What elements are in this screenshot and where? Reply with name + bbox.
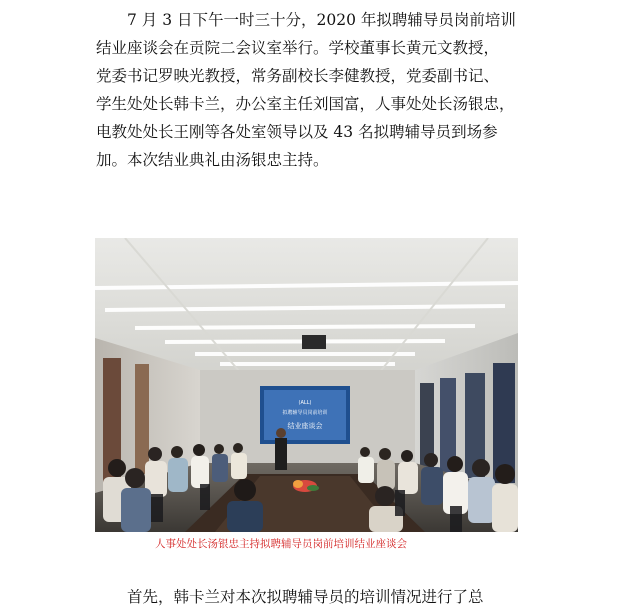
screen-line-2: 拟聘辅导员岗前培训: [282, 410, 328, 416]
paragraph-line: 党委书记罗映光教授，常务副校长李健教授，党委副书记、: [96, 67, 500, 85]
paragraph-line: 7 月 3 日下午一时三十分，2020 年拟聘辅导员岗前培训: [127, 11, 516, 29]
photo-caption: 人事处处长汤银忠主持拟聘辅导员岗前培训结业座谈会: [155, 538, 407, 550]
paragraph-line: 学生处处长韩卡兰，办公室主任刘国富，人事处处长汤银忠，: [96, 95, 515, 113]
paragraph-line: 加。本次结业典礼由汤银忠主持。: [96, 151, 329, 169]
screen-line-3: 结业座谈会: [287, 422, 323, 430]
paragraph-line: 电教处处长王刚等各处室领导以及 43 名拟聘辅导员到场参: [96, 123, 498, 141]
intro-paragraph: [96, 6, 536, 174]
paragraph-line: 结业座谈会在贡院二会议室举行。学校董事长黄元文教授，: [96, 39, 500, 57]
paragraph-line: 首先，韩卡兰对本次拟聘辅导员的培训情况进行了总: [127, 588, 484, 606]
second-paragraph: [96, 583, 536, 611]
meeting-photo: [95, 238, 518, 532]
screen-line-1: (ALL): [298, 400, 312, 406]
